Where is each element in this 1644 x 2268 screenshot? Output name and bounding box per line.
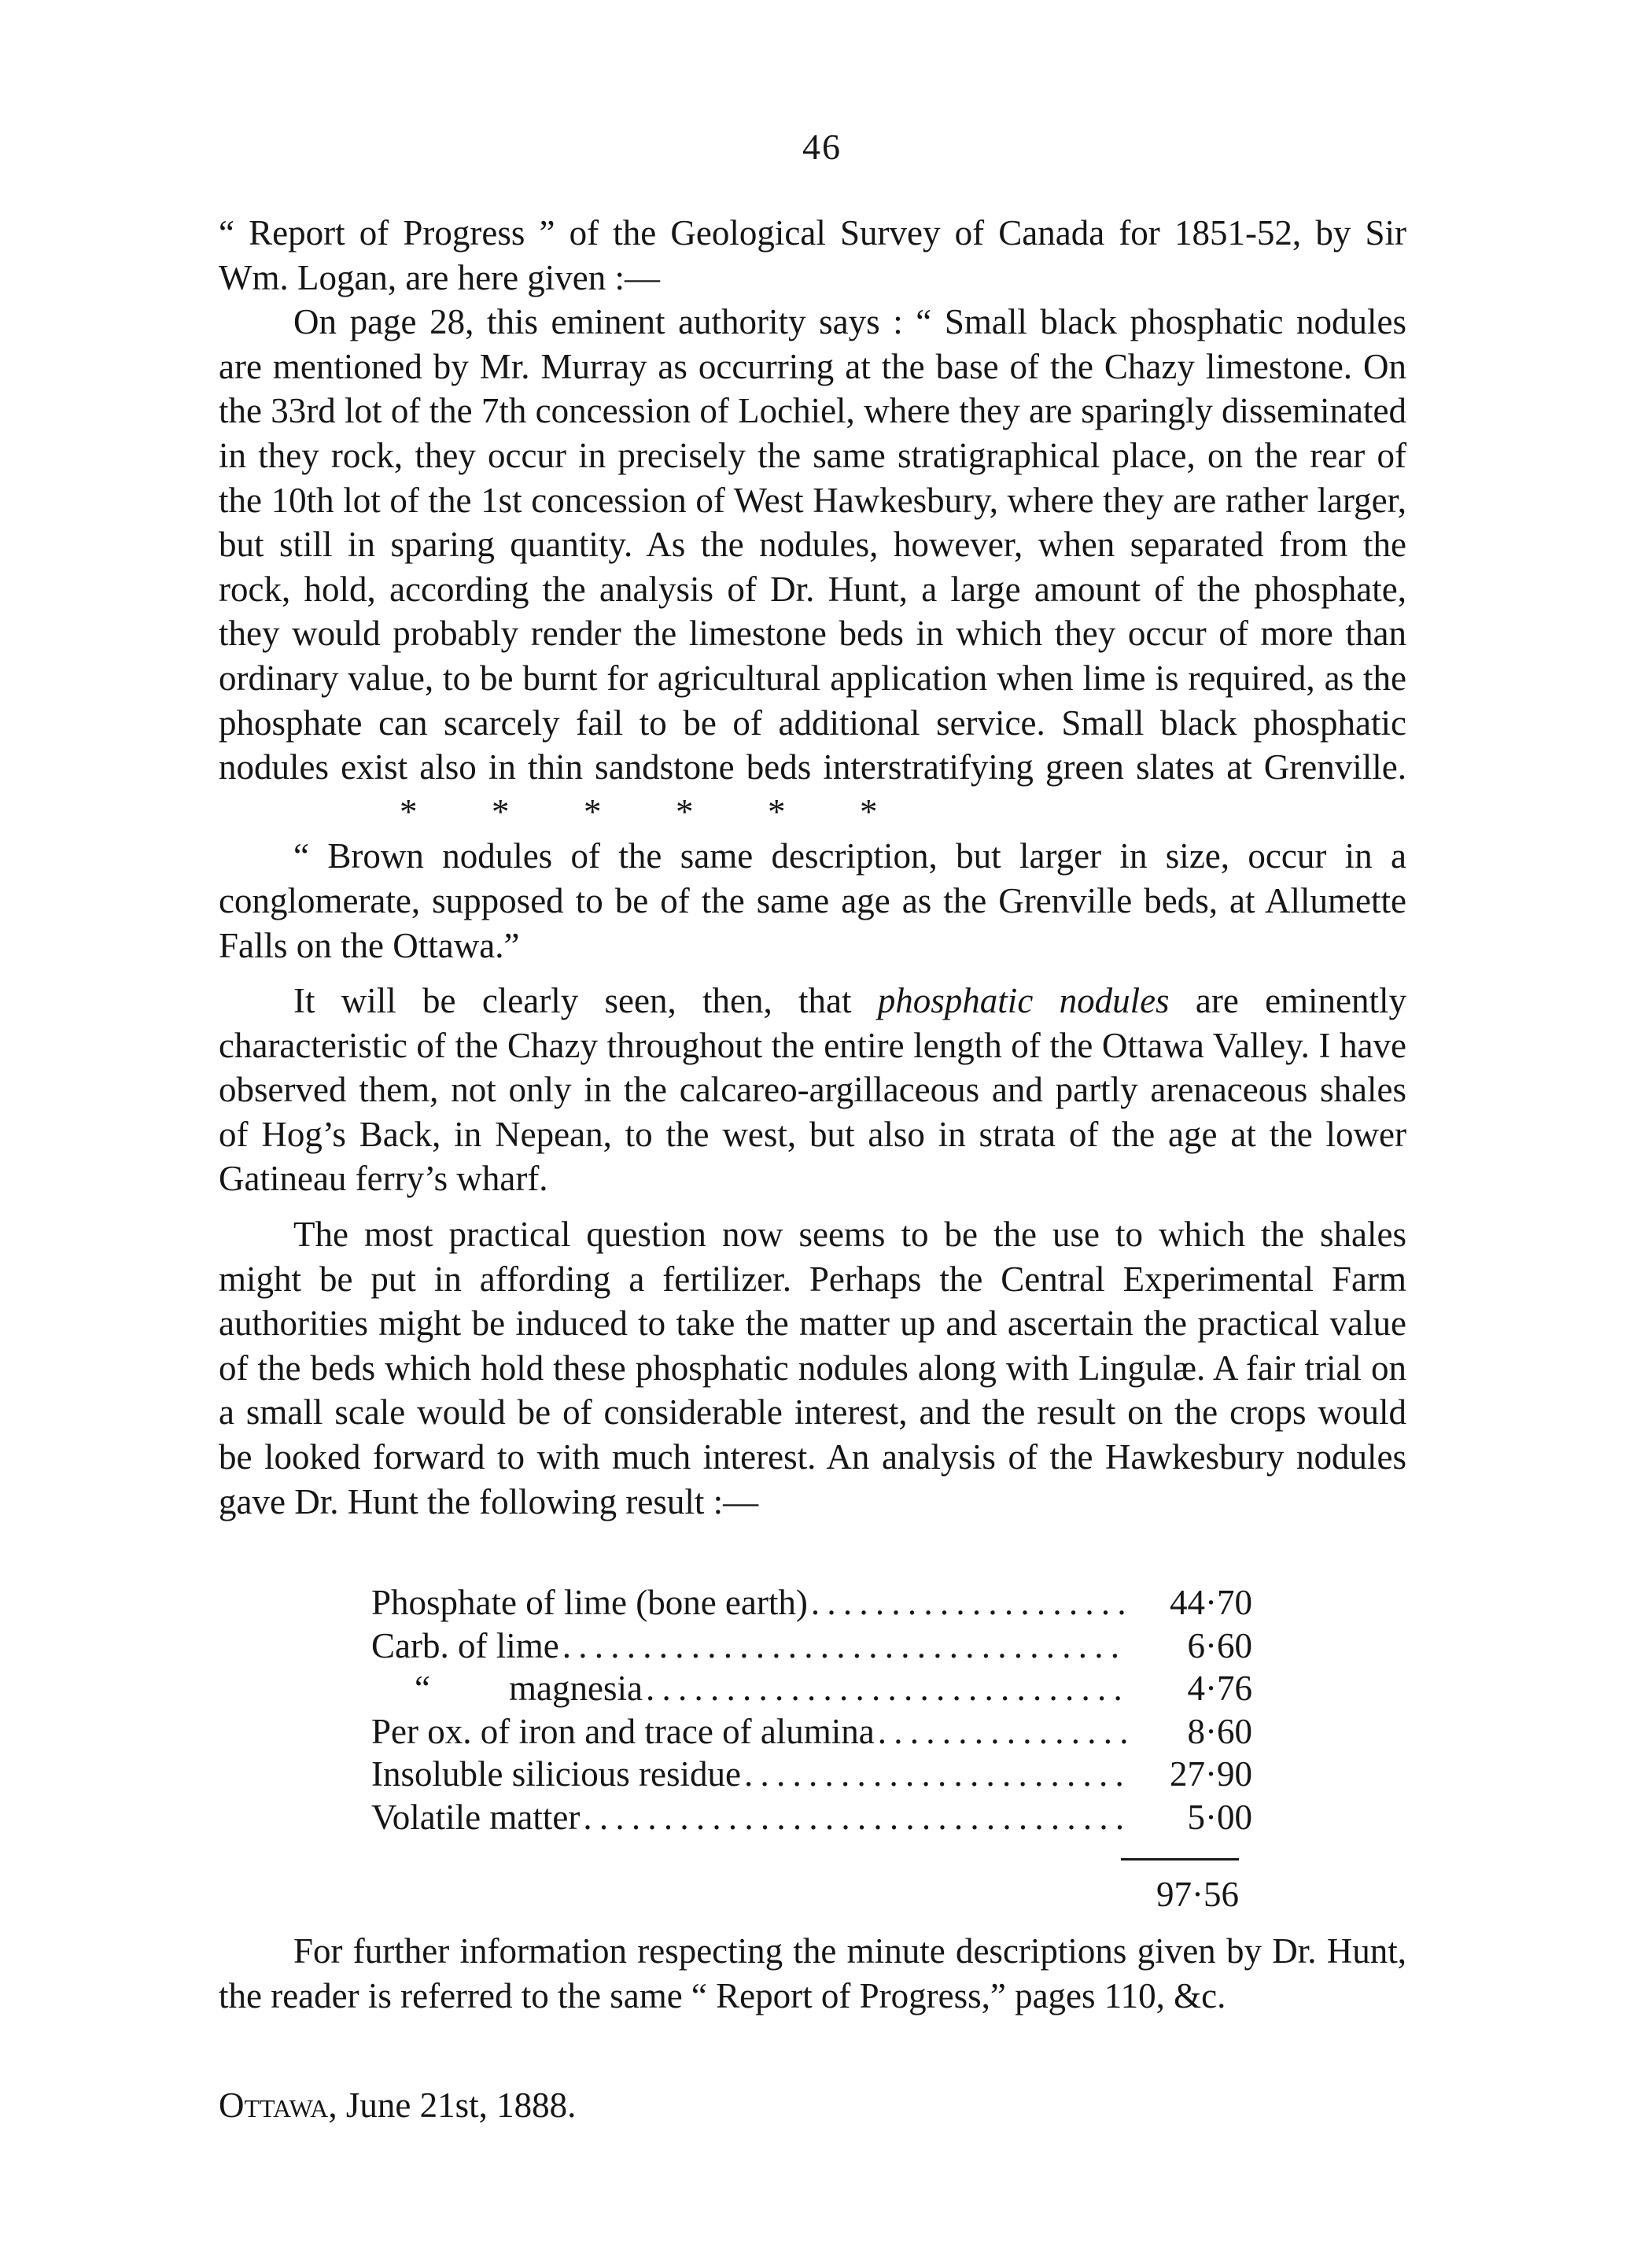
leader-dots [646,1667,1126,1710]
asterisk: * [768,791,786,832]
paragraph-brown-nodules: “ Brown nodules of the same description, but larger in size, occur in a conglomerate, supposed to be of the same age as the Grenville beds, at Allumette Falls on the Ottawa.” [219,836,1406,965]
signature-place: Ottawa [219,2085,329,2125]
leader-dots [811,1581,1126,1624]
analysis-row [371,1581,1252,1624]
asterisk: * [584,791,602,832]
asterisk: * [492,791,510,832]
analysis-total: 97·56 [1156,1875,1239,1914]
analysis-label: Phosphate of lime (bone earth) [371,1583,808,1622]
chazy-text-end: are eminently characteristic of the Chazy throughout the entire length of the Ottawa Valley. I have observed them, not only in the calcareo-argillaceous and partly arenaceous shales of Hog’s Back, in Nepean, to the west, but also in strata of the age at the lower Gatineau ferry’s wharf. [219,981,1407,1199]
logan-quote-text: On page 28, this eminent authority says : “ Small black phosphatic nodules are mentioned by Mr. Murray as occurring at the base of the Chazy limestone. On the 33rd lot of the 7th concession of Lochiel, where they are sparingly disseminated in they rock, they occur in precisely the same stratigraphical place, on the rear of the 10th lot of the 1st concession of West Hawkesbury, where they are rather larger, but still in sparing quantity. As the nodules, however, when separated from the rock, hold, according the analysis of Dr. Hunt, a large amount of the phosphate, they would probably render the limestone beds in which they occur of more than ordinary value, to be burnt for agricultural application when lime is required, as the phosphate can scarcely fail to be of additional service. Small black phosphatic nodules exist also in thin sandstone beds interstratifying green slates at Grenville. [219,302,1406,787]
asterisk: * [676,791,694,832]
paragraph-chazy [219,979,1406,1201]
chazy-text-start: It will be clearly seen, then, that [293,981,852,1021]
analysis-value: 27·90 [1170,1754,1252,1794]
body-text [219,211,1406,1524]
analysis-label: Volatile matter [371,1797,581,1837]
analysis-value: 5·00 [1187,1797,1252,1837]
analysis-row [371,1624,1252,1668]
analysis-row [371,1710,1252,1754]
signature-date: , June 21st, 1888. [328,2085,577,2125]
analysis-table [371,1581,1252,1838]
analysis-row [371,1667,1252,1710]
paragraph-intro: “ Report of Progress ” of the Geological Survey of Canada for 1851-52, by Sir Wm. Logan, are here given :— [219,213,1406,297]
leader-dots [878,1710,1126,1754]
total-rule [1121,1858,1239,1860]
leader-dots [583,1796,1126,1839]
paragraph-fertilizer: The most practical question now seems to be the use to which the shales might be put in affording a fertilizer. Perhaps the Central Experimental Farm authorities might be induced to take the matter up and ascertain the practical value of the beds which hold these phosphatic nodules along with Lingulæ. A fair trial on a small scale would be of considerable interest, and the result on the crops would be looked forward to with much interest. An analysis of the Hawkesbury nodules gave Dr. Hunt the following result :— [219,1215,1406,1521]
leader-dots [562,1624,1126,1668]
ditto-mark: “ [415,1669,430,1708]
page-number: 46 [802,127,842,167]
analysis-row [371,1753,1252,1796]
analysis-value: 6·60 [1187,1625,1252,1665]
paragraph-logan-quote [219,300,1406,834]
analysis-label: Per ox. of iron and trace of alumina [371,1711,875,1751]
leader-dots [744,1753,1126,1796]
asterisk: * [860,791,878,832]
analysis-value: 4·76 [1187,1669,1252,1708]
paragraph-closing: For further information respecting the minute descriptions given by Dr. Hunt, the reader is referred to the same “ Report of Progress,” pages 110, &c. [219,1931,1406,2015]
phosphatic-nodules-italic: phosphatic nodules [877,981,1170,1021]
analysis-value: 8·60 [1187,1711,1252,1751]
analysis-label-text: magnesia [509,1669,643,1708]
analysis-row [371,1796,1252,1839]
analysis-value: 44·70 [1170,1583,1252,1622]
asterisk-row [250,790,877,835]
analysis-label: Insoluble silicious residue [371,1754,741,1794]
signature-line [219,2085,576,2126]
analysis-label [371,1667,643,1710]
analysis-label: Carb. of lime [371,1625,559,1665]
asterisk: * [400,791,418,832]
